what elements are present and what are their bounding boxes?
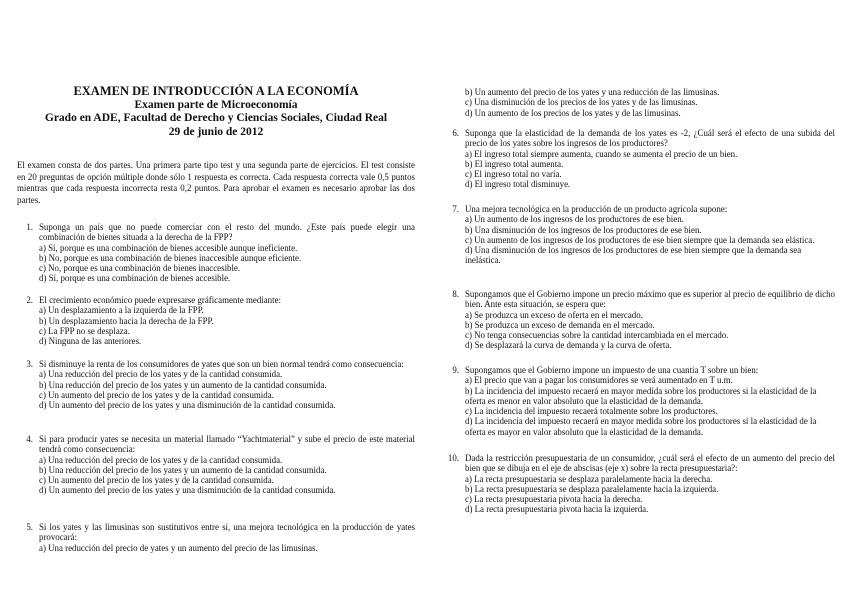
exam-title: EXAMEN DE INTRODUCCIÓN A LA ECONOMÍA <box>73 84 359 98</box>
option-d: d) El ingreso total disminuye. <box>465 179 571 190</box>
question-number: 9. <box>452 365 459 375</box>
option-b: b) La incidencia del impuesto recaerá en mayor medida sobre los productores si la elasticidad de la oferta es menor en valor absoluto que la elasticidad de la demanda. <box>465 385 817 406</box>
option-a: a) Una reducción del precio de los yates y de la cantidad consumida. <box>39 454 283 465</box>
option-a: a) El precio que van a pagar los consumidores se verá aumentado en T u.m. <box>465 375 733 386</box>
question-text: Supongamos que el Gobierno impone un precio máximo que es superior al precio de equilibrio de dicho bien. Ante esta situación, se espera que: <box>465 289 835 310</box>
question-number: 6. <box>452 128 459 138</box>
option-b: b) Una reducción del precio de los yates y un aumento de la cantidad consumida. <box>39 464 327 475</box>
option-c: c) Un aumento del precio de los yates y de la cantidad consumida. <box>39 475 274 486</box>
option-b: b) Una disminución de los ingresos de los productores de ese bien. <box>465 224 702 235</box>
option-c: c) La FPP no se desplaza. <box>39 325 130 336</box>
option-a: a) Una reducción del precio de los yates y de la cantidad consumida. <box>39 369 283 380</box>
option-b: b) Un desplazamiento hacia la derecha de la FPP. <box>39 315 214 326</box>
exam-instructions: El examen consta de dos partes. Una primera parte tipo test y una segunda parte de ejercicios. El test consiste en 20 preguntas de opción múltiple donde sólo 1 respuesta es correcta. Cada respuesta correcta vale 0,5 puntos mientras que cada respuesta incorrecta resta 0,2 puntos. Para aprobar el examen es necesario aprobar las dos partes. <box>17 160 415 205</box>
question-5 <box>17 522 415 553</box>
option-c: c) No, porque es una combinación de bienes inaccesible. <box>39 263 241 274</box>
option-b: b) La recta presupuestaria se desplaza paralelamente hacia la izquierda. <box>465 483 719 494</box>
question-number: 2. <box>26 295 33 305</box>
option-c: c) Un aumento de los ingresos de los productores de ese bien siempre que la demanda sea elástica. <box>465 234 815 245</box>
question-9 <box>443 365 835 437</box>
question-3 <box>17 359 415 410</box>
option-d: d) Una disminución de los ingresos de los productores de ese bien siempre que la demanda sea inelástica. <box>465 245 802 266</box>
question-1 <box>17 222 415 284</box>
exam-subtitle: Examen parte de Microeconomía <box>134 98 298 111</box>
question-text: El crecimiento económico puede expresarse gráficamente mediante: <box>39 295 281 305</box>
option-b: b) No, porque es una combinación de bienes inaccesible aunque eficiente. <box>39 252 302 263</box>
exam-header <box>17 85 415 139</box>
option-b: b) Una reducción del precio de los yates y un aumento de la cantidad consumida. <box>39 379 327 390</box>
exam-institution: Grado en ADE, Facultad de Derecho y Ciencias Sociales, Ciudad Real <box>44 112 388 125</box>
option-d: d) Un aumento del precio de los yates y una disminución de la cantidad consumida. <box>39 485 336 496</box>
option-c: c) Una disminución de los precios de los yates y de las limusinas. <box>465 97 698 108</box>
option-d: d) Un aumento de los precios de los yates y de las limusinas. <box>465 107 681 118</box>
question-4 <box>17 434 415 496</box>
option-c: c) El ingreso total no varía. <box>465 169 562 180</box>
question-number: 4. <box>26 434 33 444</box>
question-number: 7. <box>452 204 459 214</box>
option-a: a) El ingreso total siempre aumenta, cuando se aumenta el precio de un bien. <box>465 148 738 159</box>
question-8 <box>443 289 835 351</box>
option-b: b) El ingreso total aumenta. <box>465 158 564 169</box>
option-c: c) Un aumento del precio de los yates y de la cantidad consumida. <box>39 389 274 400</box>
question-text: Si para producir yates se necesita un material llamado “Yachtmaterial” y sube el precio de este material tendrá como consecuencia: <box>39 434 415 455</box>
question-text: Si disminuye la renta de los consumidores de yates que son un bien normal tendrá como consecuencia: <box>39 359 404 369</box>
option-c: c) La recta presupuestaria pivota hacia la derecha. <box>465 494 643 505</box>
option-d: d) Ninguna de las anteriores. <box>39 336 142 347</box>
option-a: a) Un aumento de los ingresos de los productores de ese bien. <box>465 214 684 225</box>
question-6 <box>443 128 835 190</box>
option-a: a) Se produzca un exceso de oferta en el mercado. <box>465 309 643 320</box>
option-d: d) La incidencia del impuesto recaerá en mayor medida sobre los productores si la elasticidad de la oferta es mayor en valor absoluto que la elasticidad de la demanda. <box>465 416 817 437</box>
option-b: b) Se produzca un exceso de demanda en el mercado. <box>465 319 655 330</box>
question-text: Una mejora tecnológica en la producción de un producto agrícola supone: <box>465 204 728 214</box>
question-text: Supongamos que el Gobierno impone un impuesto de una cuantía T sobre un bien: <box>465 365 759 375</box>
question-number: 3. <box>26 359 33 369</box>
option-d: d) Un aumento del precio de los yates y una disminución de la cantidad consumida. <box>39 400 336 411</box>
question-text: Si los yates y las limusinas son sustitutivos entre sí, una mejora tecnológica en la producción de yates provocará: <box>39 522 415 543</box>
option-c: c) La incidencia del impuesto recaerá totalmente sobre los productores. <box>465 406 718 417</box>
question-7 <box>443 204 835 266</box>
question-text: Dada la restricción presupuestaria de un consumidor, ¿cuál será el efecto de un aumento del precio del bien que se dibuja en el eje de abscisas (eje x) sobre la recta presupuestaria?: <box>465 453 835 474</box>
option-d: d) Sí, porque es una combinación de bienes accesible. <box>39 273 231 284</box>
question-2 <box>17 295 415 346</box>
option-d: d) Se desplazará la curva de demanda y la curva de oferta. <box>465 340 672 351</box>
question-number: 1. <box>26 222 33 232</box>
option-a: a) Una reducción del precio de yates y un aumento del precio de las limusinas. <box>39 542 318 553</box>
question-number: 8. <box>452 289 459 299</box>
option-c: c) No tenga consecuencias sobre la cantidad intercambiada en el mercado. <box>465 330 729 341</box>
exam-date: 29 de junio de 2012 <box>168 125 264 138</box>
question-text: Suponga que la elasticidad de la demanda de los yates es -2, ¿Cuál será el efecto de una subida del precio de los yates sobre los ingresos de los productores? <box>465 128 835 149</box>
option-a: a) Sí, porque es una combinación de bienes accesible aunque ineficiente. <box>39 242 298 253</box>
question-10 <box>443 453 835 515</box>
question-text: Suponga un país que no puede comerciar con el resto del mundo. ¿Este país puede elegir una combinación de bienes situada a la derecha de la FPP? <box>39 222 415 243</box>
question-number: 5. <box>26 522 33 532</box>
option-b: b) Un aumento del precio de los yates y una reducción de las limusinas. <box>465 87 720 97</box>
question-number: 10. <box>447 453 459 463</box>
option-d: d) La recta presupuestaria pivota hacia la izquierda. <box>465 504 649 515</box>
question-5-continued <box>443 87 848 118</box>
option-a: a) Un desplazamiento a la izquierda de la FPP. <box>39 305 204 316</box>
option-a: a) La recta presupuestaria se desplaza paralelamente hacia la derecha. <box>465 473 713 484</box>
